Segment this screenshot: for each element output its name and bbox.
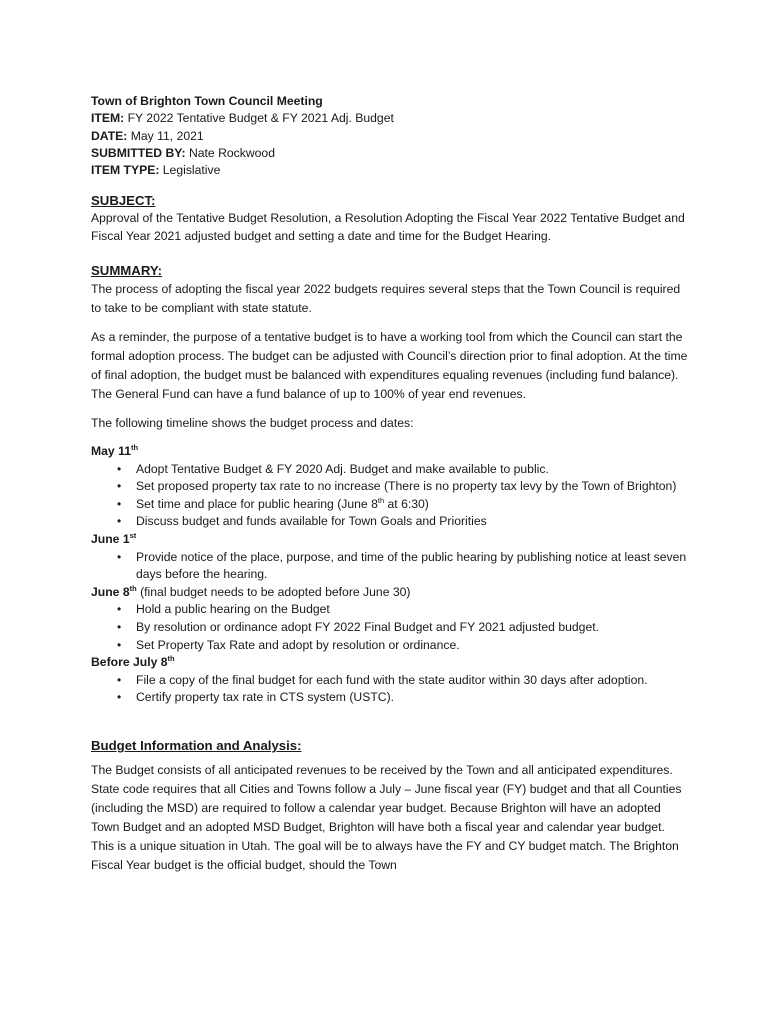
- budget-timeline: [91, 443, 691, 707]
- submitted-by-label: SUBMITTED BY:: [91, 145, 186, 160]
- item-type-value: Legislative: [162, 163, 221, 178]
- timeline-date-may-11: May 11th: [91, 443, 139, 459]
- item-value: FY 2022 Tentative Budget & FY 2021 Adj. Budget: [127, 111, 394, 126]
- timeline-date-june-1: June 1st: [91, 531, 137, 547]
- subject-heading: SUBJECT:: [91, 193, 156, 209]
- timeline-date-before-july-8: Before July 8th: [91, 654, 175, 670]
- list-item: • Adopt Tentative Budget & FY 2020 Adj. Budget and make available to public.: [136, 461, 691, 479]
- summary-paragraph-3: The following timeline shows the budget process and dates:: [91, 416, 414, 431]
- june-8-tasks: [91, 601, 691, 654]
- meeting-title: Town of Brighton Town Council Meeting: [91, 94, 323, 108]
- analysis-heading: Budget Information and Analysis:: [91, 737, 302, 753]
- june-1-tasks: [91, 549, 691, 584]
- analysis-paragraph: The Budget consists of all anticipated revenues to be received by the Town and all anticipated expenditures. State code requires that all Cities and Towns follow a July – June fiscal year (FY) budget and that all Counties (including the MSD) are required to follow a calendar year budget. Because Brighton will have an adopted Town Budget and an adopted MSD Budget, Brighton will have both a fiscal year and calendar year budget. This is a unique situation in Utah. The goal will be to always have the FY and CY budget match. The Brighton Fiscal Year budget is the official budget, should the Town: [91, 762, 682, 872]
- item-type-label: ITEM TYPE:: [91, 163, 160, 178]
- item-label: ITEM:: [91, 111, 125, 126]
- summary-heading: SUMMARY:: [91, 263, 163, 279]
- list-item: • Provide notice of the place, purpose, and time of the public hearing by publishing notice at least seven days before the hearing.: [136, 549, 691, 584]
- list-item: • Set time and place for public hearing (June 8th at 6:30): [136, 496, 691, 514]
- date-label: DATE:: [91, 128, 128, 143]
- list-item: • Set proposed property tax rate to no increase (There is no property tax levy by the Town of Brighton): [136, 478, 691, 496]
- list-item: • By resolution or ordinance adopt FY 2022 Final Budget and FY 2021 adjusted budget.: [136, 619, 691, 637]
- timeline-date-june-8: June 8th (final budget needs to be adopted before June 30): [91, 583, 411, 599]
- summary-paragraph-2: As a reminder, the purpose of a tentative budget is to have a working tool from which the Council can start the formal adoption process. The budget can be adjusted with Council’s direction prior to final adoption. At the time of final adoption, the budget must be balanced with expenditures equaling revenues (including fund balance). The General Fund can have a fund balance of up to 100% of year end revenues.: [91, 330, 688, 402]
- date-value: May 11, 2021: [130, 128, 204, 143]
- summary-paragraph-1: The process of adopting the fiscal year 2022 budgets requires several steps that the Town Council is required to take to be compliant with state statute.: [91, 282, 681, 316]
- meeting-header: [91, 93, 691, 179]
- submitted-by-value: Nate Rockwood: [188, 145, 275, 160]
- document-page: [91, 93, 691, 875]
- list-item: • Set Property Tax Rate and adopt by resolution or ordinance.: [136, 637, 691, 655]
- july-8-tasks: [91, 672, 691, 707]
- subject-text: Approval of the Tentative Budget Resolution, a Resolution Adopting the Fiscal Year 2022 Tentative Budget and Fiscal Year 2021 adjusted budget and setting a date and time for the Budget Hearing.: [91, 211, 685, 244]
- list-item: • Hold a public hearing on the Budget: [136, 601, 691, 619]
- may-11-tasks: [91, 461, 691, 531]
- list-item: • Discuss budget and funds available for Town Goals and Priorities: [136, 513, 691, 531]
- list-item: • File a copy of the final budget for each fund with the state auditor within 30 days after adoption.: [136, 672, 691, 690]
- list-item: • Certify property tax rate in CTS system (USTC).: [136, 689, 691, 707]
